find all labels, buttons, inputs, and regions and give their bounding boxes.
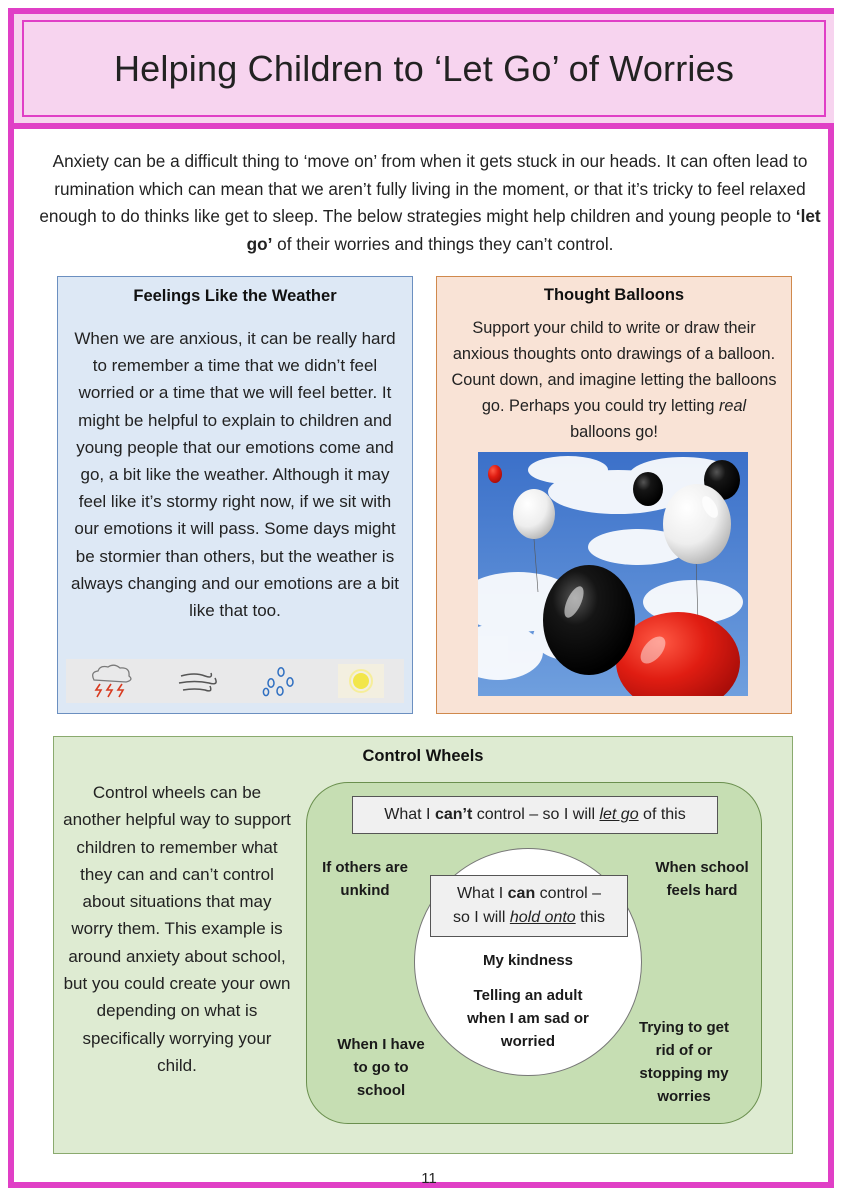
control-wheel-inner (414, 848, 642, 1076)
outer-item-stopping-worries: Trying to get rid of or stopping my worries (639, 1019, 729, 1105)
weather-heading: Feelings Like the Weather (133, 287, 337, 305)
intro-emphasis: ‘let go’ (246, 206, 821, 254)
title-banner (14, 14, 834, 129)
weather-body-text: When we are anxious, it can be really hard to remember a time that we didn’t feel worried or a time that we will feel better. It might be helpful to explain to children and young people that our emotions come and go, a bit like the weather. Although it may feel like it’s stormy right now, if we sit with our emotions it will pass. Some days might be stormier than others, but the weather is always changing and our emotions are a bit like that too. (71, 329, 399, 621)
control-body-text: Control wheels can be another helpful way to support children to remember what they can and can’t control about situations that may worry them. This example is around anxiety about school, but you could create your own depending on what is specifically worrying your child. (63, 783, 291, 1075)
outer-item-others-unkind: If others are unkind (322, 859, 408, 899)
intro-text: Anxiety can be a difficult thing to ‘move on’ from when it gets stuck in our heads. It can often lead to rumination which can mean that we aren’t fully living in the moment, or that it’s tricky to feel relaxed enough to do thinks like get to sleep. The below strategies might help children and young people to (39, 151, 808, 226)
balloons-heading: Thought Balloons (543, 286, 685, 304)
intro-text-end: of their worries and things they can’t control. (272, 233, 614, 254)
weather-icon-strip (66, 659, 404, 703)
control-heading: Control Wheels (362, 747, 484, 765)
wind-icon (175, 664, 225, 698)
cant-control-label: What I can’t control – so I will let go of this (352, 796, 718, 834)
page-number: 11 (421, 1170, 437, 1187)
outer-item-school-hard: When school feels hard (655, 859, 749, 899)
control-wheel-outer (306, 782, 762, 1124)
intro-paragraph (30, 148, 830, 258)
outer-item-go-to-school: When I have to go to school (337, 1036, 425, 1099)
sun-icon (336, 662, 386, 700)
control-wheels-panel (53, 736, 793, 1154)
page-title: Helping Children to ‘Let Go’ of Worries (113, 47, 735, 89)
inner-item-kindness: My kindness (482, 952, 574, 969)
feelings-weather-panel (57, 276, 413, 714)
balloons-body-text: Support your child to write or draw their anxious thoughts onto drawings of a balloon. Count down, and imagine letting the balloons go. Perhaps you could try letting real balloons go! (451, 319, 777, 441)
thought-balloons-panel (436, 276, 792, 714)
can-control-label: What I can control – so I will hold onto this (430, 875, 628, 937)
inner-item-telling-adult: Telling an adult when I am sad or worried (467, 987, 589, 1050)
balloons-photo (478, 452, 748, 696)
storm-cloud-icon (84, 662, 140, 700)
rain-drops-icon (261, 664, 301, 698)
